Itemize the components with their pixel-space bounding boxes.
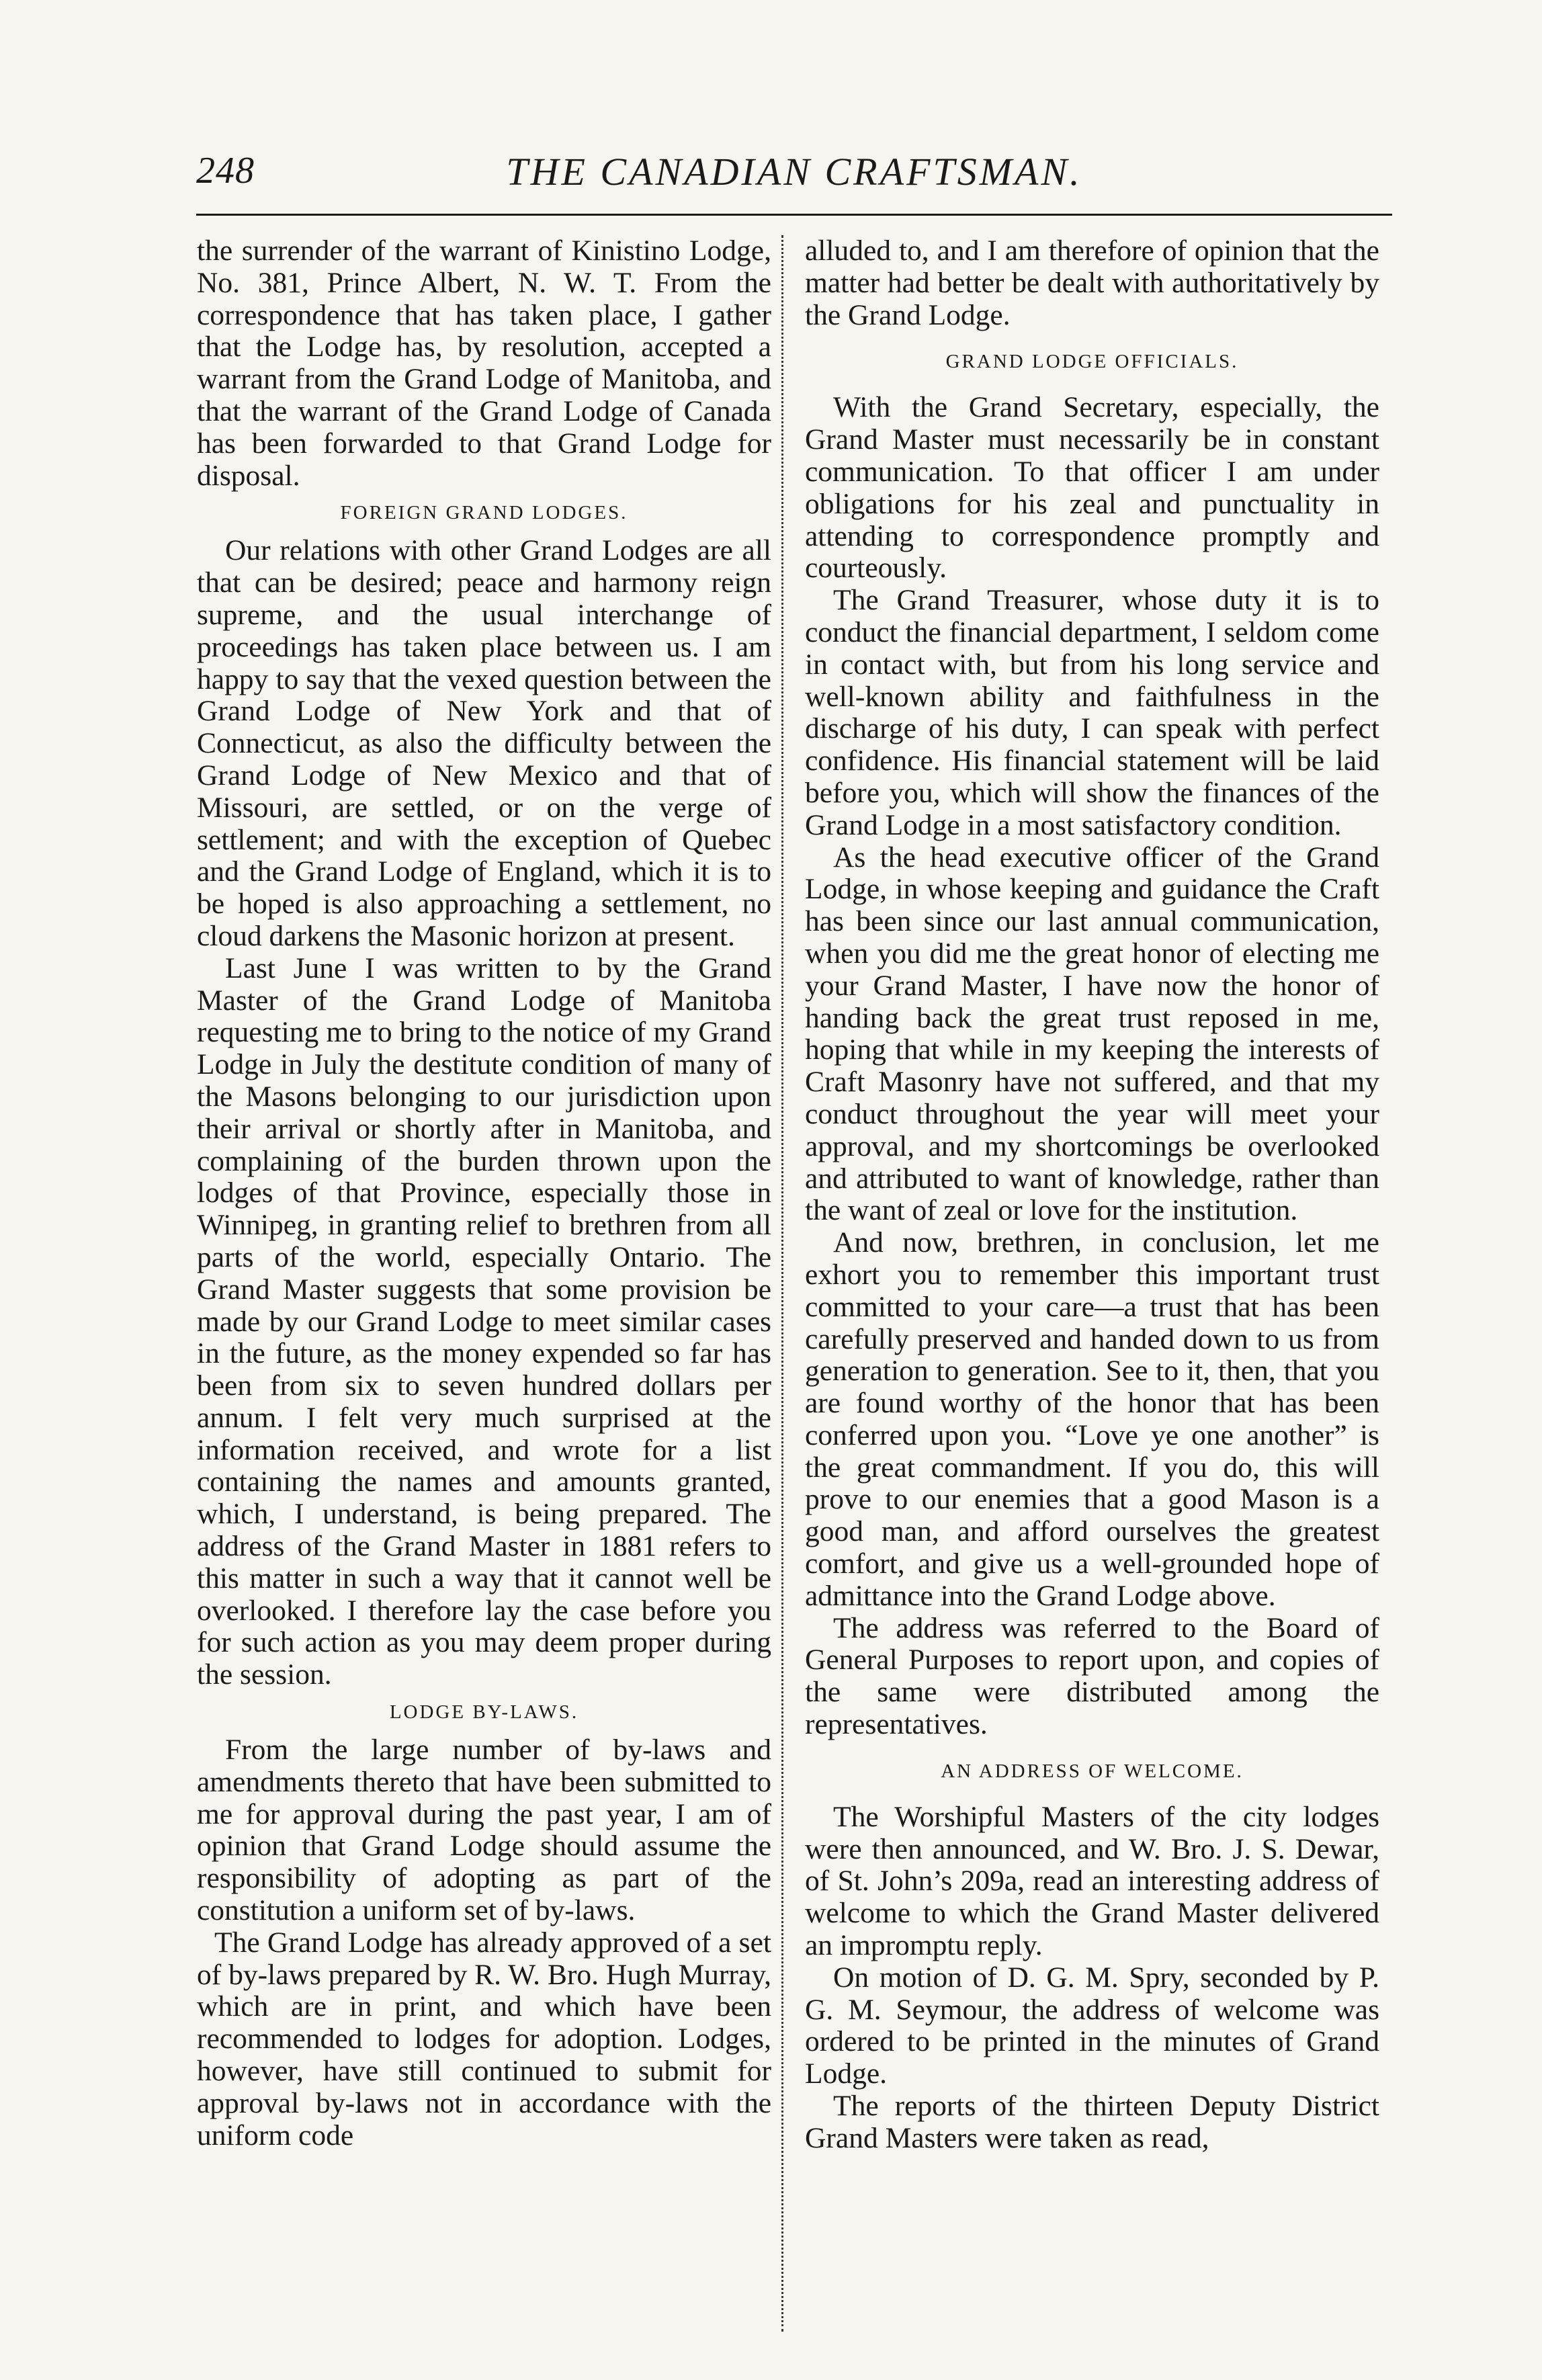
column-divider xyxy=(781,235,783,2332)
paragraph: With the Grand Secretary, especially, the Grand Master must necessarily be in constant communication. To that officer I am under obligations for his zeal and punctuality in attending to correspondence promptly and courteously. xyxy=(805,391,1379,585)
page-header xyxy=(196,149,1392,210)
paragraph: alluded to, and I am therefore of opinion that the matter had better be dealt with authoritatively by the Grand Lodge. xyxy=(805,235,1379,331)
paragraph: As the head executive officer of the Grand Lodge, in whose keeping and guidance the Craft has been since our last annual communication, when you did me the great honor of electing me your Grand Master, I have now the honor of handing back the great trust reposed in me, hoping that while in my keeping the interests of Craft Masonry have not suffered, and that my conduct throughout the year will meet your approval, and my shortcomings be overlooked and attributed to want of knowledge, rather than the want of zeal or love for the institution. xyxy=(805,841,1379,1227)
page-number: 248 xyxy=(196,150,255,192)
paragraph: The Worshipful Masters of the city lodges were then announced, and W. Bro. J. S. Dewar, of St. John’s 209a, read an interesting address of welcome to which the Grand Master delivered an impromptu reply. xyxy=(805,1800,1379,1962)
paragraph: The address was referred to the Board of General Purposes to report upon, and copies of the same were distributed among the representatives. xyxy=(805,1611,1379,1741)
right-column xyxy=(805,235,1379,2352)
paragraph: Our relations with other Grand Lodges are all that can be desired; peace and harmony reign supreme, and the usual interchange of proceedings has taken place between us. I am happy to say that the vexed question between the Grand Lodge of New York and that of Connecticut, as also the difficulty between the Grand Lodge of New Mexico and that of Missouri, are settled, or on the verge of settlement; and with the exception of Quebec and the Grand Lodge of England, which it is to be hoped is also approaching a settlement, no cloud darkens the Masonic horizon at present. xyxy=(197,534,771,952)
header-rule xyxy=(196,214,1392,216)
section-heading-foreign-grand-lodges: FOREIGN GRAND LODGES. xyxy=(340,502,628,524)
paragraph: The Grand Treasurer, whose duty it is to conduct the financial department, I seldom come in contact with, but from his long service and well-known ability and faithfulness in the discharge of his duty, I can speak with perfect confidence. His financial statement will be laid before you, which will show the finances of the Grand Lodge in a most satisfactory condition. xyxy=(805,584,1379,841)
paragraph: The Grand Lodge has already approved of a set of by-laws prepared by R. W. Bro. Hugh Murray, which are in print, and which have been recommended to lodges for adoption. Lodges, however, have still continued to submit for approval by-laws not in accordance with the uniform code xyxy=(197,1926,771,2152)
paragraph: On motion of D. G. M. Spry, seconded by P. G. M. Seymour, the address of welcome was ordered to be printed in the minutes of Grand Lodge. xyxy=(805,1961,1379,2090)
section-heading-address-of-welcome: AN ADDRESS OF WELCOME. xyxy=(941,1760,1244,1782)
left-column xyxy=(197,235,771,2352)
paragraph: And now, brethren, in conclusion, let me exhort you to remember this important trust committed to your care—a trust that has been carefully preserved and handed down to us from generation to generation. See to it, then, that you are found worthy of the honor that has been conferred upon you. “Love ye one another” is the great commandment. If you do, this will prove to our enemies that a good Mason is a good man, and afford ourselves the greatest comfort, and give us a well-grounded hope of admittance into the Grand Lodge above. xyxy=(805,1226,1379,1612)
paragraph: Last June I was written to by the Grand Master of the Grand Lodge of Manitoba requesting me to bring to the notice of my Grand Lodge in July the destitute condition of many of the Masons belonging to our jurisdiction upon their arrival or shortly after in Manitoba, and complaining of the burden thrown upon the lodges of that Province, especially those in Winnipeg, in granting relief to brethren from all parts of the world, especially Ontario. The Grand Master suggests that some provision be made by our Grand Lodge to meet similar cases in the future, as the money expended so far has been from six to seven hundred dollars per annum. I felt very much surprised at the information received, and wrote for a list containing the names and amounts granted, which, I understand, is being prepared. The address of the Grand Master in 1881 refers to this matter in such a way that it cannot well be overlooked. I therefore lay the case before you for such action as you may deem proper during the session. xyxy=(197,951,771,1691)
paragraph: the surrender of the warrant of Kinistino Lodge, No. 381, Prince Albert, N. W. T. From the correspondence that has taken place, I gather that the Lodge has, by resolution, accepted a warrant from the Grand Lodge of Manitoba, and that the warrant of the Grand Lodge of Canada has been forwarded to that Grand Lodge for disposal. xyxy=(197,235,771,492)
section-heading-lodge-by-laws: LODGE BY-LAWS. xyxy=(389,1701,579,1724)
section-heading-grand-lodge-officials: GRAND LODGE OFFICIALS. xyxy=(945,351,1239,373)
running-title: THE CANADIAN CRAFTSMAN. xyxy=(506,150,1082,194)
paragraph: The reports of the thirteen Deputy District Grand Masters were taken as read, xyxy=(805,2090,1379,2154)
paragraph: From the large number of by-laws and amendments thereto that have been submitted to me for approval during the past year, I am of opinion that Grand Lodge should assume the responsibility of adopting as part of the constitution a uniform set of by-laws. xyxy=(197,1734,771,1927)
